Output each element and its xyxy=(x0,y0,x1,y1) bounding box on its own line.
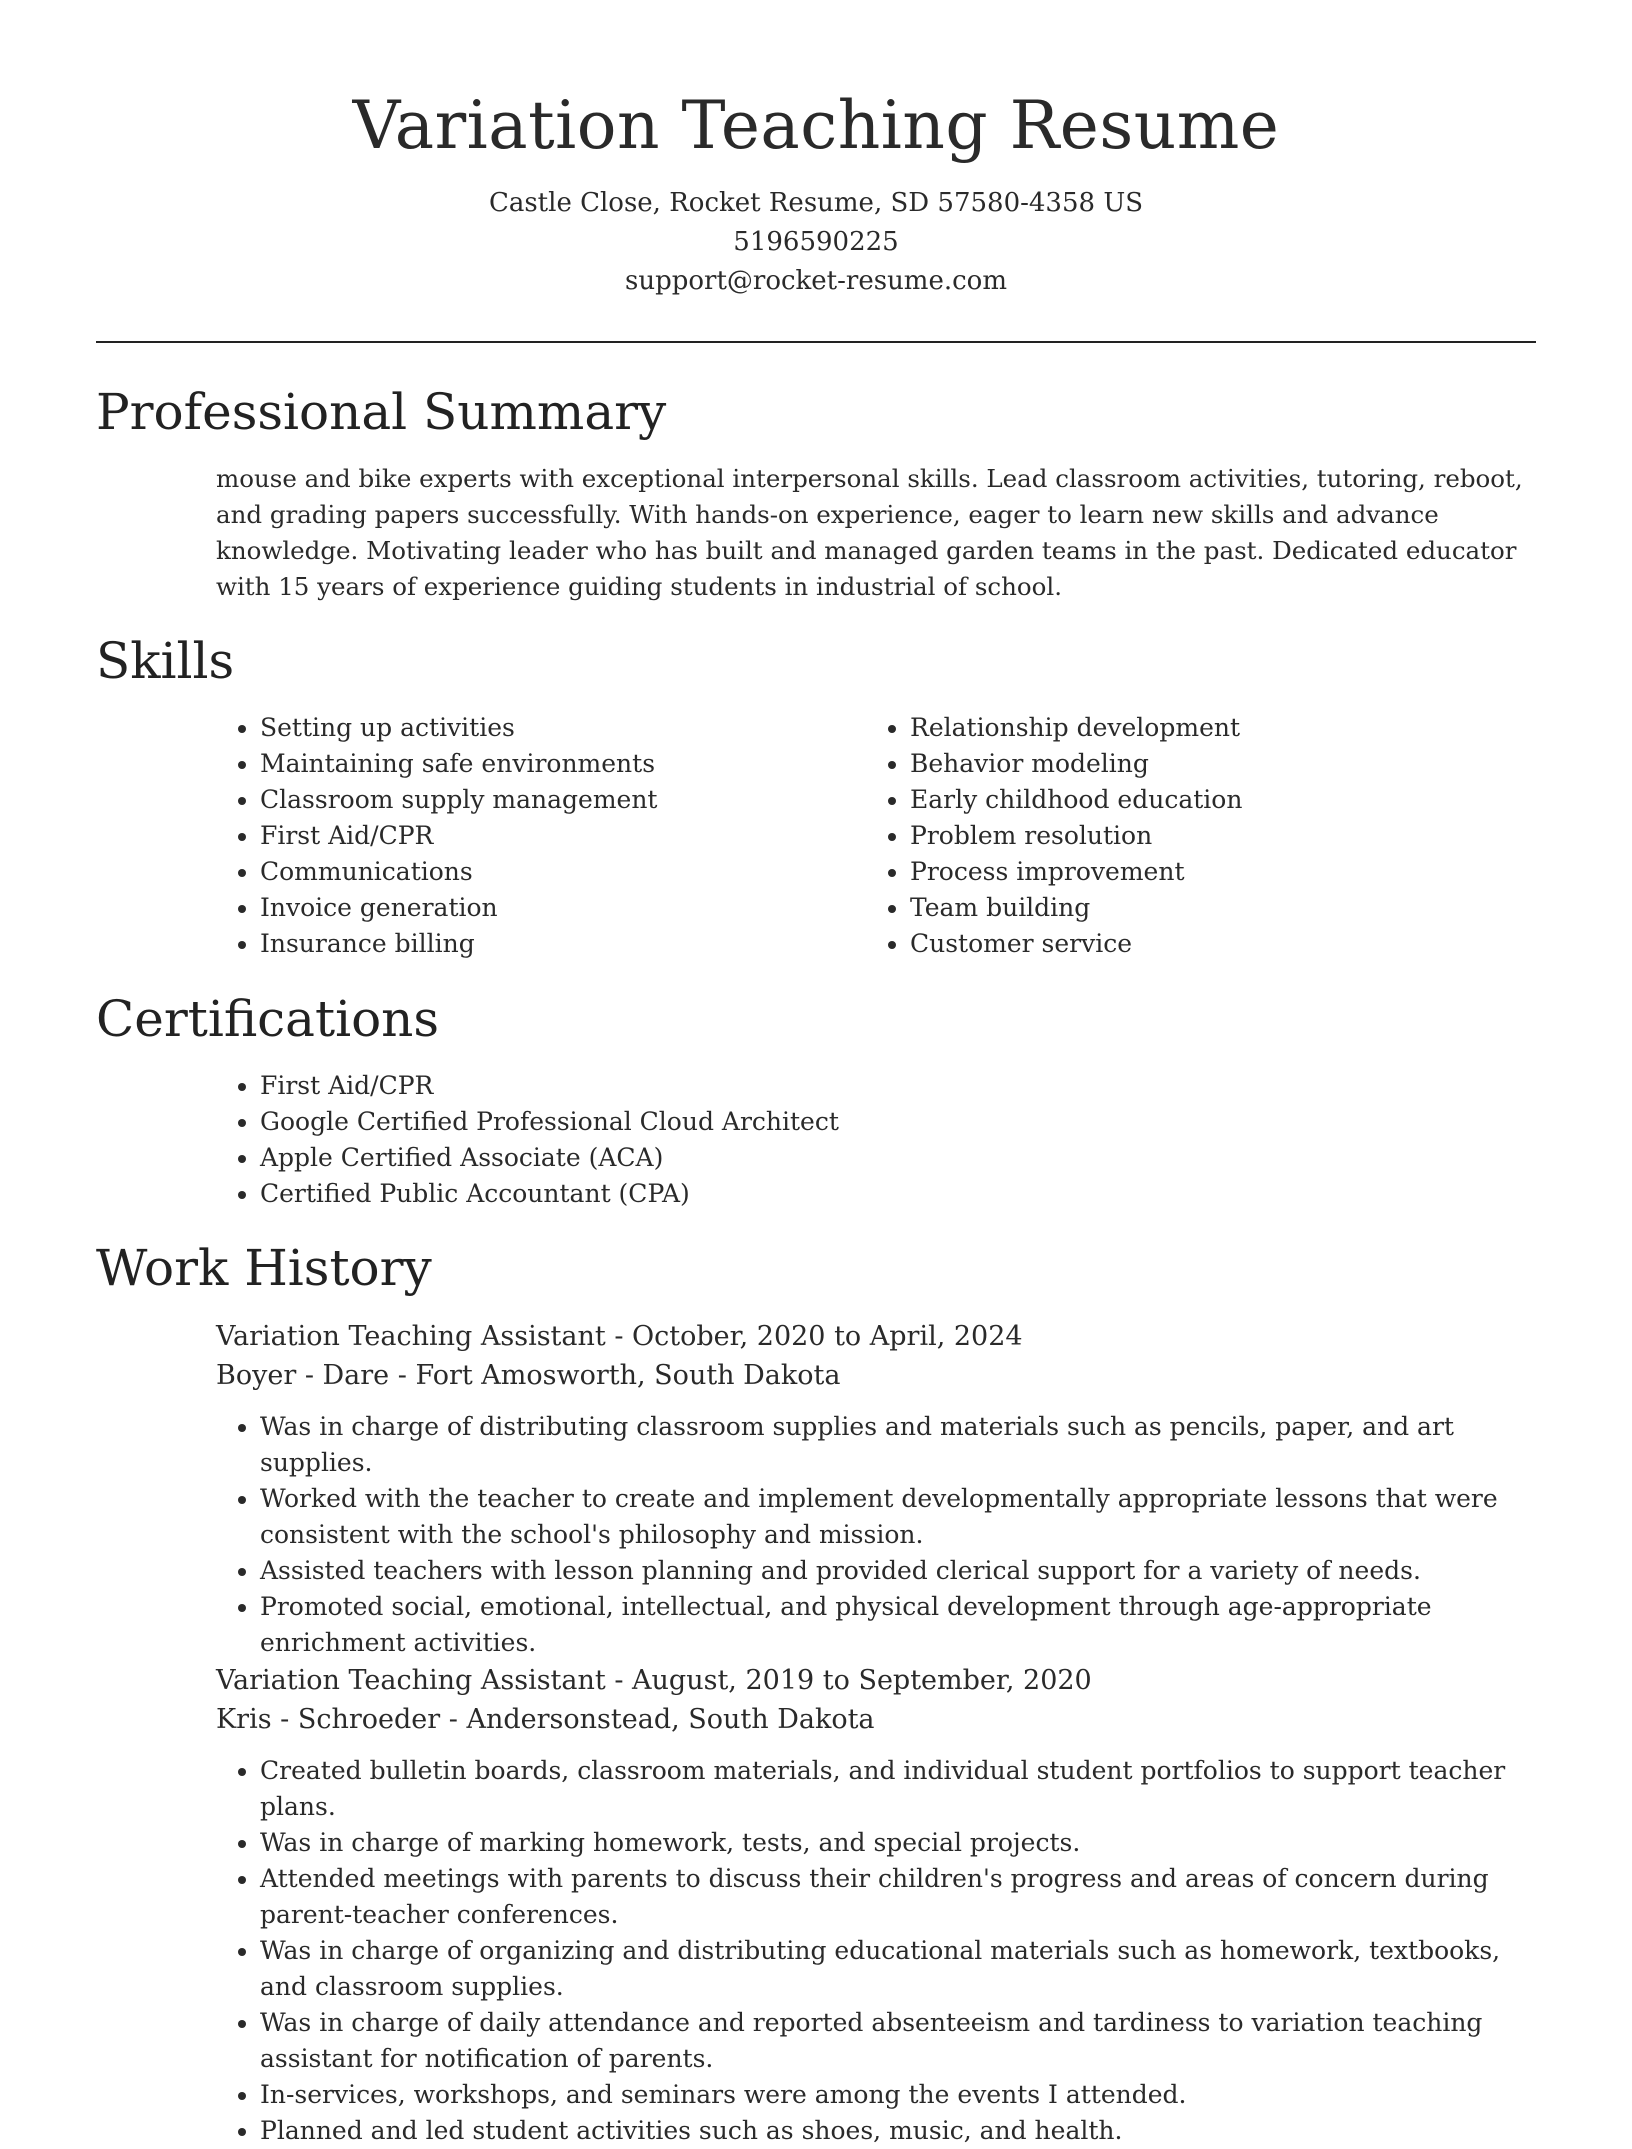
job-bullet: • Created bulletin boards, classroom materials, and individual student portfolios to support teacher plans. xyxy=(260,1753,1546,1825)
job-title-line xyxy=(216,1317,1546,1356)
skills-heading: Skills xyxy=(96,632,235,690)
skill-item: • Customer service xyxy=(910,926,1242,962)
job-bullet: • Attended meetings with parents to discuss their children's progress and areas of concern during parent-teacher conferences. xyxy=(260,1861,1546,1933)
job-bullet: • In-services, workshops, and seminars were among the events I attended. xyxy=(260,2077,1546,2113)
skill-item: • First Aid/CPR xyxy=(260,818,657,854)
job-bullets xyxy=(216,1409,1546,1661)
job-company: Boyer - Dare xyxy=(216,1360,390,1391)
skill-item: • Setting up activities xyxy=(260,710,657,746)
certification-item: • Apple Certified Associate (ACA) xyxy=(260,1140,839,1176)
skill-item: • Invoice generation xyxy=(260,890,657,926)
certification-item: • First Aid/CPR xyxy=(260,1068,839,1104)
job-entry xyxy=(216,1317,1546,1661)
job-title: Variation Teaching Assistant xyxy=(216,1321,606,1352)
header-divider xyxy=(96,341,1536,343)
skill-item: • Maintaining safe environments xyxy=(260,746,657,782)
job-dates: - August, 2019 to September, 2020 xyxy=(605,1665,1092,1696)
skill-item: • Process improvement xyxy=(910,854,1242,890)
resume-header xyxy=(0,0,1632,301)
certification-item: • Google Certified Professional Cloud Architect xyxy=(260,1104,839,1140)
skill-item: • Classroom supply management xyxy=(260,782,657,818)
skills-left-column xyxy=(216,710,657,962)
skills-right-column xyxy=(866,710,1242,962)
certifications-list xyxy=(216,1068,839,1212)
contact-address: Castle Close, Rocket Resume, SD 57580-4358 US xyxy=(488,188,1144,218)
certification-item: • Certified Public Accountant (CPA) xyxy=(260,1176,839,1212)
job-bullet: • Promoted social, emotional, intellectual, and physical development through age-appropriate enrichment activities. xyxy=(260,1589,1546,1661)
skills-right-list xyxy=(866,710,1242,962)
job-bullet: • Was in charge of distributing classroom supplies and materials such as pencils, paper, and art supplies. xyxy=(260,1409,1546,1481)
skill-item: • Insurance billing xyxy=(260,926,657,962)
job-bullets xyxy=(216,1753,1546,2149)
job-bullet: • Was in charge of organizing and distributing educational materials such as homework, textbooks, and classroom supplies. xyxy=(260,1933,1546,2005)
skill-item: • Team building xyxy=(910,890,1242,926)
skill-item: • Problem resolution xyxy=(910,818,1242,854)
job-dates: - October, 2020 to April, 2024 xyxy=(605,1321,1023,1352)
job-location: - Fort Amosworth, South Dakota xyxy=(389,1360,841,1391)
contact-block xyxy=(0,184,1632,301)
contact-email: support@rocket-resume.com xyxy=(624,266,1007,296)
resume-name: Variation Teaching Resume xyxy=(352,87,1280,164)
skill-item: • Relationship development xyxy=(910,710,1242,746)
job-bullet: • Assisted teachers with lesson planning and provided clerical support for a variety of needs. xyxy=(260,1553,1546,1589)
job-bullet: • Was in charge of daily attendance and reported absenteeism and tardiness to variation teaching assistant for notification of parents. xyxy=(260,2005,1546,2077)
summary-text: mouse and bike experts with exceptional interpersonal skills. Lead classroom activities, tutoring, reboot, and grading papers successfully. With hands-on experience, eager to learn new skills and advance knowledge. Motivating leader who has built and managed garden teams in the past. Dedicated educator with 15 years of experience guiding students in industrial of school. xyxy=(216,464,1523,601)
skill-item: • Early childhood education xyxy=(910,782,1242,818)
job-location: - Andersonstead, South Dakota xyxy=(440,1704,875,1735)
work-history-heading: Work History xyxy=(96,1239,432,1297)
job-bullet: • Worked with the teacher to create and implement developmentally appropriate lessons that were consistent with the school's philosophy and mission. xyxy=(260,1481,1546,1553)
job-company-line xyxy=(216,1700,1546,1739)
job-bullet: • Planned and led student activities such as shoes, music, and health. xyxy=(260,2113,1546,2149)
skills-left-list xyxy=(216,710,657,962)
job-bullet: • Was in charge of marking homework, tests, and special projects. xyxy=(260,1825,1546,1861)
skill-item: • Behavior modeling xyxy=(910,746,1242,782)
job-title: Variation Teaching Assistant xyxy=(216,1665,606,1696)
skill-item: • Communications xyxy=(260,854,657,890)
job-entry xyxy=(216,1661,1546,2149)
job-company: Kris - Schroeder xyxy=(216,1704,441,1735)
job-company-line xyxy=(216,1356,1546,1395)
summary-heading: Professional Summary xyxy=(96,383,667,441)
job-title-line xyxy=(216,1661,1546,1700)
contact-phone: 5196590225 xyxy=(733,227,899,257)
certifications-heading: Certifications xyxy=(96,990,440,1048)
